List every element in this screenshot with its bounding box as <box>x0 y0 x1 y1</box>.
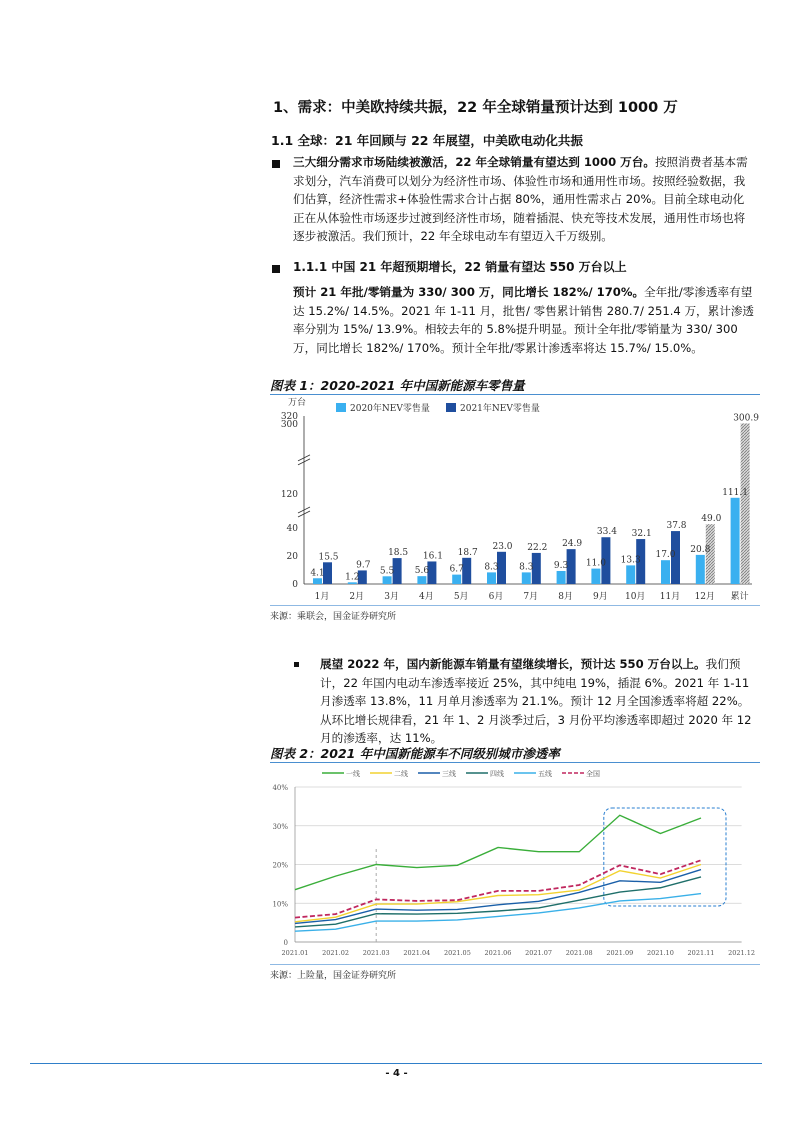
data-label-2020: 111.1 <box>722 487 748 498</box>
bar-2020 <box>591 569 600 584</box>
x-tick-label: 2月 <box>349 592 365 602</box>
x-tick-label: 9月 <box>593 592 608 602</box>
x-tick-label: 2021.01 <box>281 949 309 957</box>
x-tick-label: 3月 <box>384 592 399 602</box>
paragraph-body: 按照消费者基本需求划分，汽车消费可以划分为经济性市场、体验性市场和通用性市场。按照经验数据，我们估算，经济性需求+体验性需求合计占据 80%，通用性需求占 20%。目前全球电动化正在从体验性市场逐步过渡到经济性市场，随着插混、快充等技术发展，通用性市场也将逐步被激活。我们预计，22 年全球电动车有望迈入千万级别。 <box>293 155 748 243</box>
figure-1-title: 图表 1：2020-2021 年中国新能源车零售量 <box>270 378 525 393</box>
data-label-2020: 8.3 <box>484 562 499 573</box>
paragraph-body: 我们预计，22 年国内电动车渗透率接近 25%，其中纯电 19%，插混 6%。2021 年 1-11 月渗透率 13.8%，11 月单月渗透率为 21.1%。预计 12 月全国渗透率将超 22%。从环比增长规律看，21 年 1、2 月淡季过后，3 月份平均渗透率即超过 2020 年 12 月的渗透率，达 11%。 <box>320 657 752 745</box>
bar-2020 <box>557 571 566 584</box>
x-tick-label: 8月 <box>558 592 573 602</box>
x-tick-label: 6月 <box>488 592 504 602</box>
x-tick-label: 1月 <box>314 592 330 602</box>
legend-swatch-2020 <box>336 403 346 412</box>
data-label-2021: 37.8 <box>666 521 687 532</box>
x-tick-label: 11月 <box>659 592 681 602</box>
bar-2020 <box>348 582 357 584</box>
data-label-2020: 17.0 <box>655 550 676 561</box>
bar-2020 <box>417 576 426 584</box>
x-tick-label: 2021.02 <box>322 949 350 957</box>
subsubsection-heading: 1.1.1 中国 21 年超预期增长，22 销量有望达 550 万台以上 <box>293 260 627 274</box>
data-label-2021: 18.5 <box>388 548 409 559</box>
bar-2021-estimated <box>741 423 750 584</box>
x-tick-label: 2021.03 <box>362 949 390 957</box>
bar-2020 <box>731 498 740 584</box>
figure-1-top-rule <box>270 394 760 395</box>
paragraph-lead: 三大细分需求市场陆续被激活，22 年全球销量有望达到 1000 万台。 <box>293 155 655 169</box>
y-tick-label: 120 <box>280 490 298 500</box>
x-tick-label: 2021.08 <box>565 949 593 957</box>
data-label-2021: 23.0 <box>492 541 513 552</box>
series-line-五线 <box>295 894 701 932</box>
section-heading: 1、需求：中美欧持续共振，22 年全球销量预计达到 1000 万 <box>273 100 678 116</box>
data-label-2020: 11.0 <box>585 558 606 569</box>
x-tick-label: 2021.12 <box>728 949 756 957</box>
y-tick-label: 0 <box>283 939 288 947</box>
y-tick-label: 0 <box>292 580 298 590</box>
figure-2-title: 图表 2：2021 年中国新能源车不同级别城市渗透率 <box>270 746 560 761</box>
bullet-square-icon <box>294 662 299 667</box>
paragraph-body: 全年批/零渗透率有望达 15.2%/ 14.5%。2021 年 1-11 月，批售/ 零售累计销售 280.7/ 251.4 万，累计渗透率分别为 15%/ 13.9%。相较去年的 5.8%提升明显。预计全年批/零销量为 330/ 300 万，同比增长 182%/ 170%。预计全年批/零累计渗透率将达 15.7%/ 15.0%。 <box>293 285 755 355</box>
series-line-四线 <box>295 877 701 927</box>
y-tick-label: 40% <box>272 784 288 792</box>
x-tick-label: 2021.11 <box>687 949 715 957</box>
data-label-2021: 18.7 <box>457 547 478 558</box>
data-label-2020: 8.3 <box>519 562 534 573</box>
x-tick-label: 2021.09 <box>606 949 634 957</box>
bullet-square-icon <box>272 160 280 168</box>
series-line-一线 <box>295 815 701 889</box>
bar-2020 <box>522 572 531 584</box>
data-label-2021: 49.0 <box>701 514 722 525</box>
x-tick-label: 2021.04 <box>403 949 431 957</box>
data-label-2021: 33.4 <box>596 527 617 538</box>
x-tick-label: 2021.07 <box>525 949 553 957</box>
x-tick-label: 10月 <box>624 592 646 602</box>
x-tick-label: 2021.10 <box>646 949 674 957</box>
legend-label-2020: 2020年NEV零售量 <box>350 404 430 414</box>
paragraph-global-demand <box>293 153 755 246</box>
data-label-2021: 22.2 <box>527 542 548 553</box>
x-tick-label: 12月 <box>694 592 716 602</box>
figure-1-bar-chart <box>270 396 760 606</box>
y-tick-label: 10% <box>272 900 288 909</box>
data-label-2021: 24.9 <box>562 539 583 550</box>
y-tick-label: 40 <box>286 524 298 534</box>
data-label-2020: 5.5 <box>379 566 395 577</box>
x-tick-label: 2021.06 <box>484 949 512 957</box>
paragraph-lead: 展望 2022 年，国内新能源车销量有望继续增长，预计达 550 万台以上。 <box>320 657 706 671</box>
data-label-2021: 32.1 <box>631 529 652 540</box>
figure-2-top-rule <box>270 762 760 763</box>
bar-2020 <box>383 576 392 584</box>
bar-2020 <box>626 565 635 584</box>
legend-label: 五线 <box>538 770 552 778</box>
figure-1-bottom-rule <box>270 605 760 606</box>
data-label-2021: 15.5 <box>318 552 339 563</box>
y-tick-label: 20% <box>272 861 288 870</box>
bar-2020 <box>313 578 322 584</box>
data-label-2020: 4.1 <box>310 568 325 579</box>
legend-label: 一线 <box>346 770 360 778</box>
bar-2020 <box>487 572 496 584</box>
x-tick-label: 2021.05 <box>443 949 471 957</box>
x-tick-label: 4月 <box>419 592 434 602</box>
paragraph-2022-outlook <box>320 655 756 748</box>
data-label-2020: 20.8 <box>690 544 711 555</box>
data-label-2021: 16.1 <box>422 551 443 562</box>
data-label-2021: 300.9 <box>733 413 759 424</box>
figure-2-line-chart <box>270 764 760 964</box>
data-label-2020: 13.3 <box>620 555 641 566</box>
bullet-square-icon <box>272 265 280 273</box>
legend-label: 全国 <box>586 770 600 778</box>
legend-swatch-2021 <box>446 403 456 412</box>
legend-label: 三线 <box>442 770 456 778</box>
bar-2020 <box>696 555 705 584</box>
data-label-2020: 1.2 <box>345 572 360 583</box>
y-tick-label: 20 <box>286 552 298 562</box>
series-line-全国 <box>295 860 701 917</box>
series-line-三线 <box>295 870 701 924</box>
data-label-2020: 9.3 <box>553 560 569 571</box>
data-label-2020: 5.6 <box>414 566 430 577</box>
y-axis-unit: 万台 <box>288 398 307 408</box>
paragraph-lead: 预计 21 年批/零销量为 330/ 300 万，同比增长 182%/ 170%。 <box>293 285 645 299</box>
data-label-2021: 9.7 <box>356 560 371 571</box>
legend-label-2021: 2021年NEV零售量 <box>460 404 540 414</box>
figure-2-source: 来源：上险量，国金证券研究所 <box>270 971 397 981</box>
figure-2-bottom-rule <box>270 964 760 965</box>
y-tick-label: 30% <box>272 822 288 831</box>
x-tick-label: 5月 <box>453 592 469 602</box>
page-number: - 4 - <box>385 1068 408 1079</box>
footer-rule <box>30 1063 762 1064</box>
y-tick-label: 300 <box>280 419 298 430</box>
bar-2020 <box>661 560 670 584</box>
subsection-heading: 1.1 全球：21 年回顾与 22 年展望，中美欧电动化共振 <box>271 133 583 148</box>
data-label-2020: 6.7 <box>449 564 464 575</box>
y-tick-label: 320 <box>280 412 298 422</box>
series-line-二线 <box>295 865 701 922</box>
paragraph-china-2021 <box>293 283 755 357</box>
legend-label: 二线 <box>394 770 408 778</box>
x-tick-label: 累计 <box>730 592 749 602</box>
legend-label: 四线 <box>490 770 504 778</box>
bar-2020 <box>452 575 461 584</box>
x-tick-label: 7月 <box>523 592 539 602</box>
figure-1-source: 来源：乘联会，国金证券研究所 <box>270 612 397 622</box>
